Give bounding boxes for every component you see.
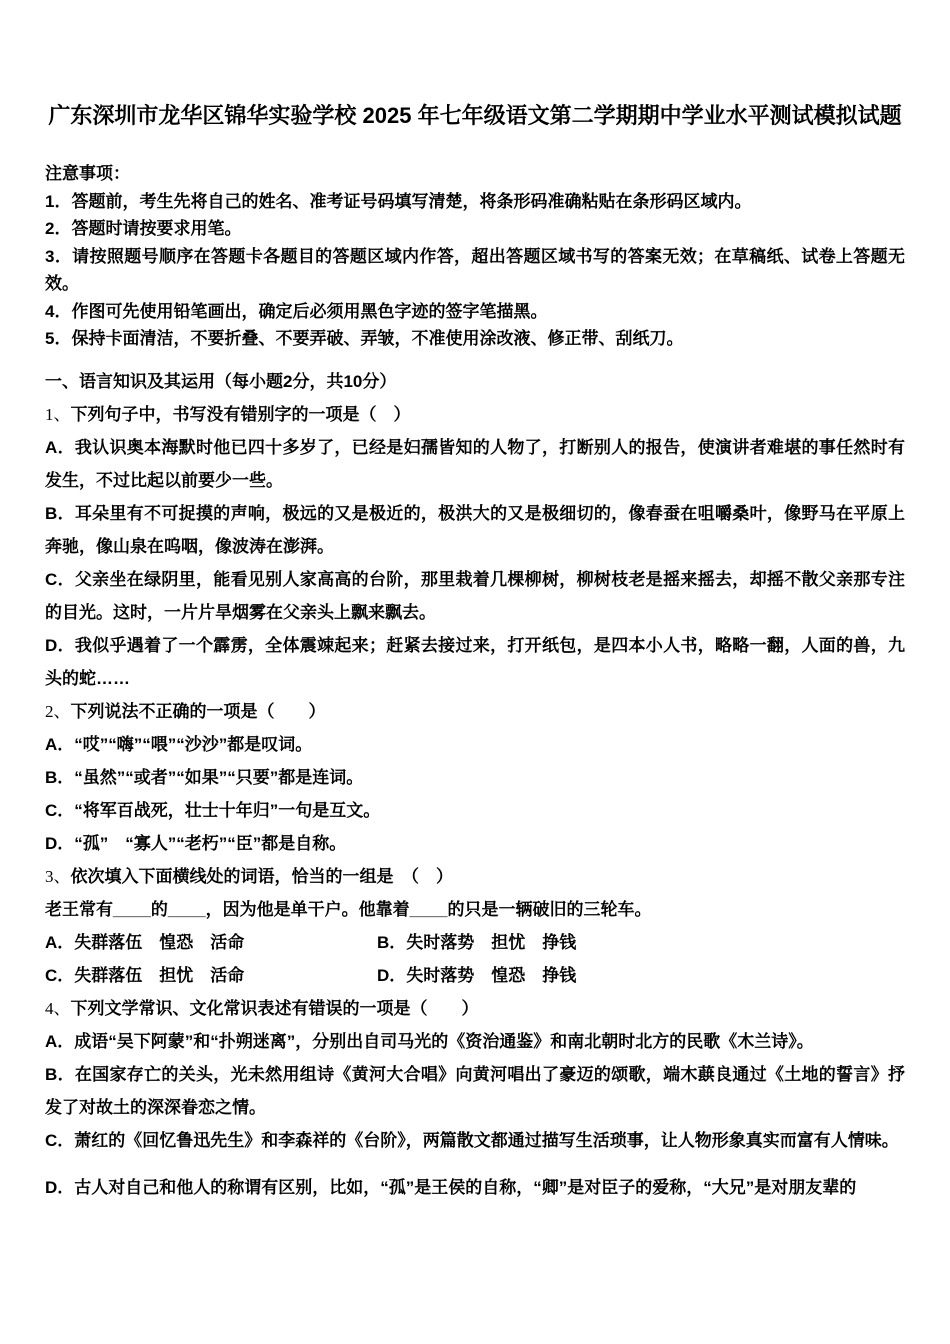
question-3-option-b: B．失时落势 担忧 挣钱	[377, 932, 577, 952]
question-4-number: 4、	[45, 998, 71, 1018]
question-3-option-d: D．失时落势 惶恐 挣钱	[377, 965, 577, 985]
notice-item-3: 3．请按照题号顺序在答题卡各题目的答题区域内作答，超出答题区域书写的答案无效；在草稿纸、试卷上答题无效。	[45, 246, 905, 293]
question-2-stem-text: 下列说法不正确的一项是（ ）	[70, 701, 326, 721]
question-2-option-c: C．“将军百战死，壮士十年归”一句是互文。	[45, 800, 381, 820]
question-1-stem-text: 下列句子中，书写没有错别字的一项是（ ）	[70, 404, 411, 424]
exam-title: 广东深圳市龙华区锦华实验学校 2025 年七年级语文第二学期期中学业水平测试模拟试题	[48, 103, 902, 128]
question-2-option-d: D．“孤” “寡人”“老朽”“臣”都是自称。	[45, 833, 347, 853]
question-4-option-c: C．萧红的《回忆鲁迅先生》和李森祥的《台阶》，两篇散文都通过描写生活琐事，让人物形象真实而富有人情味。	[45, 1130, 899, 1150]
question-2-stem	[45, 695, 905, 728]
question-2	[45, 695, 905, 860]
notice-item-5: 5．保持卡面清洁，不要折叠、不要弄破、弄皱，不准使用涂改液、修正带、刮纸刀。	[45, 329, 684, 348]
notice-item-2: 2．答题时请按要求用笔。	[45, 219, 242, 238]
question-3-option-row-2	[45, 959, 905, 992]
notice-section	[45, 160, 905, 353]
question-1-number: 1、	[45, 404, 71, 424]
notice-item-4: 4．作图可先使用铅笔画出，确定后必须用黑色字迹的签字笔描黑。	[45, 301, 548, 321]
section-one-heading: 一、语言知识及其运用（每小题2分，共10分）	[45, 371, 397, 391]
question-1-option-a: A．我认识奥本海默时他已四十多岁了，已经是妇孺皆知的人物了，打断别人的报告，使演讲者难堪的事任然时有发生，不过比起以前要少一些。	[45, 437, 905, 490]
question-3-number: 3、	[45, 866, 71, 886]
question-4-option-d: D．古人对自己和他人的称谓有区别，比如，“孤”是王侯的自称，“卿”是对臣子的爱称，“大兄”是对朋友辈的	[45, 1177, 857, 1197]
question-3-stem-text: 依次填入下面横线处的词语，恰当的一组是 （ ）	[70, 866, 453, 886]
notice-heading: 注意事项：	[45, 164, 130, 183]
question-3-stem	[45, 860, 905, 893]
question-2-option-a: A．“哎”“嗨”“喂”“沙沙”都是叹词。	[45, 734, 313, 754]
question-4-stem-text: 下列文学常识、文化常识表述有错误的一项是（ ）	[70, 998, 479, 1018]
question-4-stem	[45, 992, 905, 1025]
question-1-option-c: C．父亲坐在绿阴里，能看见别人家高高的台阶，那里栽着几棵柳树，柳树枝老是摇来摇去，却摇不散父亲那专注的目光。这时，一片片旱烟雾在父亲头上飘来飘去。	[45, 569, 905, 622]
question-4-option-b: B．在国家存亡的关头，光未然用组诗《黄河大合唱》向黄河唱出了豪迈的颂歌，端木蕻良通过《土地的誓言》抒发了对故土的深深眷恋之情。	[45, 1064, 905, 1117]
question-1-option-b: B．耳朵里有不可捉摸的声响，极远的又是极近的，极洪大的又是极细切的，像春蚕在咀嚼桑叶，像野马在平原上奔驰，像山泉在呜咽，像波涛在澎湃。	[45, 503, 905, 556]
question-4	[45, 992, 905, 1204]
question-3-option-a: A．失群落伍 惶恐 活命	[45, 932, 245, 952]
question-4-option-a: A．成语“吴下阿蒙”和“扑朔迷离”，分别出自司马光的《资治通鉴》和南北朝时北方的民歌《木兰诗》。	[45, 1031, 814, 1051]
question-1	[45, 398, 905, 695]
question-2-number: 2、	[45, 701, 71, 721]
question-3	[45, 860, 905, 992]
notice-item-1: 1．答题前，考生先将自己的姓名、准考证号码填写清楚，将条形码准确粘贴在条形码区域内。	[45, 191, 752, 211]
question-2-option-b: B．“虽然”“或者”“如果”“只要”都是连词。	[45, 767, 364, 787]
question-1-stem	[45, 398, 905, 431]
question-1-option-d: D．我似乎遇着了一个霹雳，全体震竦起来；赶紧去接过来，打开纸包，是四本小人书，略略一翻，人面的兽，九头的蛇……	[45, 635, 905, 688]
question-3-passage: 老王常有____的____，因为他是单干户。他靠着____的只是一辆破旧的三轮车。	[45, 899, 652, 919]
question-3-option-row-1	[45, 926, 905, 959]
question-3-option-c: C．失群落伍 担忧 活命	[45, 965, 245, 985]
